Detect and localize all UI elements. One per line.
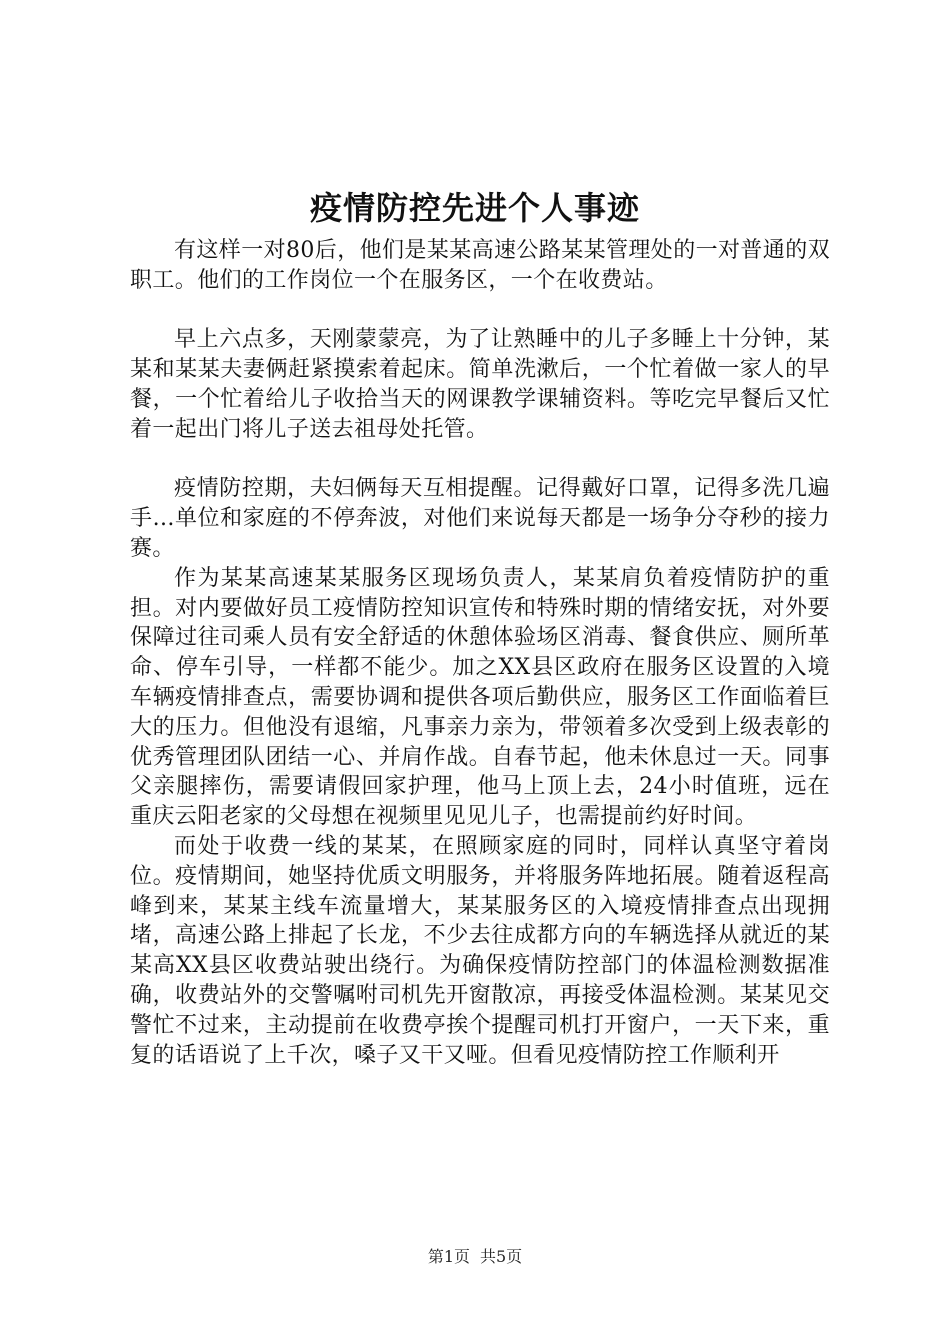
paragraph-1: 有这样一对80后，他们是某某高速公路某某管理处的一对普通的双职工。他们的工作岗位一个在服务区，一个在收费站。 <box>130 238 830 293</box>
paragraph-spacer <box>130 445 830 475</box>
paragraph-2: 早上六点多，天刚蒙蒙亮，为了让熟睡中的儿子多睡上十分钟，某某和某某夫妻俩赶紧摸索着起床。简单洗漱后，一个忙着做一家人的早餐，一个忙着给儿子收拾当天的网课教学课辅资料。等吃完早餐后又忙着一起出门将儿子送去祖母处托管。 <box>130 327 830 442</box>
document-title: 疫情防控先进个人事迹 <box>309 189 640 227</box>
document-body <box>130 236 830 1070</box>
paragraph-3: 疫情防控期，夫妇俩每天互相提醒。记得戴好口罩，记得多洗几遍手...单位和家庭的不停奔波，对他们来说每天都是一场争分夺秒的接力赛。 <box>130 476 830 561</box>
paragraph-spacer <box>130 296 830 326</box>
page-number: 第1页 <box>427 1247 470 1266</box>
paragraph-4: 作为某某高速某某服务区现场负责人，某某肩负着疫情防护的重担。对内要做好员工疫情防控知识宣传和特殊时期的情绪安抚，对外要保障过往司乘人员有安全舒适的休憩体验场区消毒、餐食供应、厕所革命、停车引导，一样都不能少。加之XX县区政府在服务区设置的入境车辆疫情排查点，需要协调和提供各项后勤供应，服务区工作面临着巨大的压力。但他没有退缩，凡事亲力亲为，带领着多次受到上级表彰的优秀管理团队团结一心、并肩作战。自春节起，他未休息过一天。同事父亲腿摔伤，需要请假回家护理，他马上顶上去，24小时值班，远在重庆云阳老家的父母想在视频里见见儿子，也需提前约好时间。 <box>130 565 830 830</box>
page-footer <box>0 1246 950 1268</box>
paragraph-5: 而处于收费一线的某某，在照顾家庭的同时，同样认真坚守着岗位。疫情期间，她坚持优质文明服务，并将服务阵地拓展。随着返程高峰到来，某某主线车流量增大，某某服务区的入境疫情排查点出现拥堵，高速公路上排起了长龙，不少去往成都方向的车辆选择从就近的某某高XX县区收费站驶出绕行。为确保疫情防控部门的体温检测数据准确，收费站外的交警嘱咐司机先开窗散凉，再接受体温检测。某某见交警忙不过来，主动提前在收费亭挨个提醒司机打开窗户，一天下来，重复的话语说了上千次，嗓子又干又哑。但看见疫情防控工作顺利开 <box>130 833 830 1068</box>
page-total: 共5页 <box>480 1247 523 1266</box>
